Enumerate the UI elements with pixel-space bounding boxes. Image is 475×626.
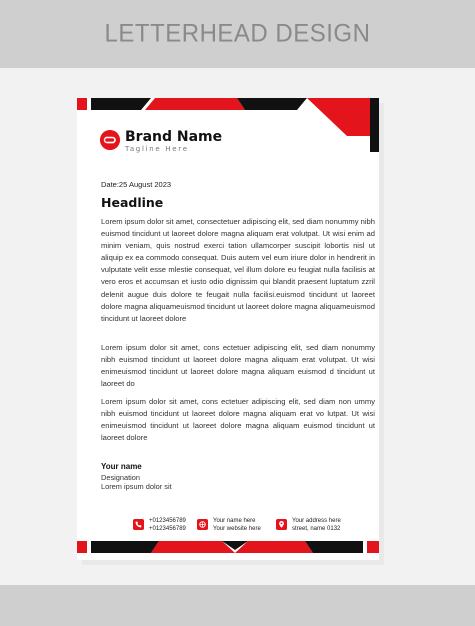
body-paragraph-3: Lorem ipsum dolor sit amet, cons ectetuer adipiscing elit, sed diam non ummy nibh euismod tincidunt ut laoreet dolore magna aliquam erat vo lutpat. Ut wisi enimeuismod tincidunt ut laoreet dolore magna aliquam euismod tincidunt ut laoreet dolore — [101, 397, 375, 443]
signature-name: Your name — [101, 462, 142, 471]
bottom-red-bar-2 — [235, 541, 313, 553]
bottom-black-bar-2 — [305, 541, 363, 553]
banner-title: LETTERHEAD DESIGN — [104, 19, 371, 48]
body-paragraph-2: Lorem ipsum dolor sit amet, cons ectetuer adipiscing elit, sed diam nonummy nibh euismod tincidunt ut laoreet dolore magna aliquam erat volutpat. Ut wisi enimeuismod tincidunt ut laoreet dolore magna aliquam euismod d tincidunt ut laoreet do — [101, 343, 375, 389]
contact-address-line-1: Your address here — [292, 518, 341, 524]
brand-logo-icon — [100, 130, 120, 150]
banner — [0, 0, 475, 68]
top-right-black-strip — [370, 98, 379, 152]
signature-meta: Lorem ipsum dolor sit — [101, 482, 172, 491]
contact-address-line-2: street, name 0132 — [292, 526, 341, 532]
letter-headline: Headline — [101, 195, 164, 210]
footer-band — [0, 585, 475, 626]
location-icon — [276, 519, 287, 530]
phone-icon — [133, 519, 144, 530]
top-black-bar-1 — [91, 98, 151, 110]
contact-phone-line-1: +0123456789 — [149, 518, 186, 524]
bottom-red-bar-1 — [151, 541, 235, 553]
web-icon — [197, 519, 208, 530]
brand-name: Brand Name — [125, 129, 223, 145]
top-right-red-wedge — [307, 98, 377, 136]
body-paragraph-1: Lorem ipsum dolor sit amet, consectetuer adipiscing elit, sed diam nonummy nibh euismod tincidunt ut laoreet dolore magna aliquam erat volutpat. Ut wisi enim ad minim veniam, quis nostrud exerci tation ullamcorper suscipit lobortis nisl ut aliquip ex ea commodo consequat. Duis autem vel eum iriure dolor in hendrerit in vulputate velit esse mlestie consequat, vel illum dolore eu feugiat nulla facilisis at vero eros et accumsan et iusto odio dignissim qui blandit praesent luptatum zzril delenit augue duis dolore te feugait nulla facilisi.euismod tincidunt ut laoreet dolore magna aliquameuismod tincidunt ut laoreet dolore magna aliquameuismod tincidunt ut laoreet dolore — [101, 217, 375, 323]
top-black-bar-2 — [237, 98, 307, 110]
letterhead-page — [77, 98, 379, 560]
bottom-right-red-block — [367, 541, 379, 553]
brand-tagline: Tagline Here — [125, 145, 189, 153]
top-red-bar — [145, 98, 245, 110]
contact-phone-line-2: +0123456789 — [149, 526, 186, 532]
contact-web-line-1: Your name here — [213, 518, 256, 524]
bottom-black-bar-1 — [91, 541, 159, 553]
letter-date: Date:25 August 2023 — [101, 180, 172, 189]
contact-web-line-2: Your website here — [213, 526, 261, 532]
top-left-red-block — [77, 98, 87, 110]
bottom-left-red-block — [77, 541, 87, 553]
signature-designation: Designation — [101, 473, 141, 482]
